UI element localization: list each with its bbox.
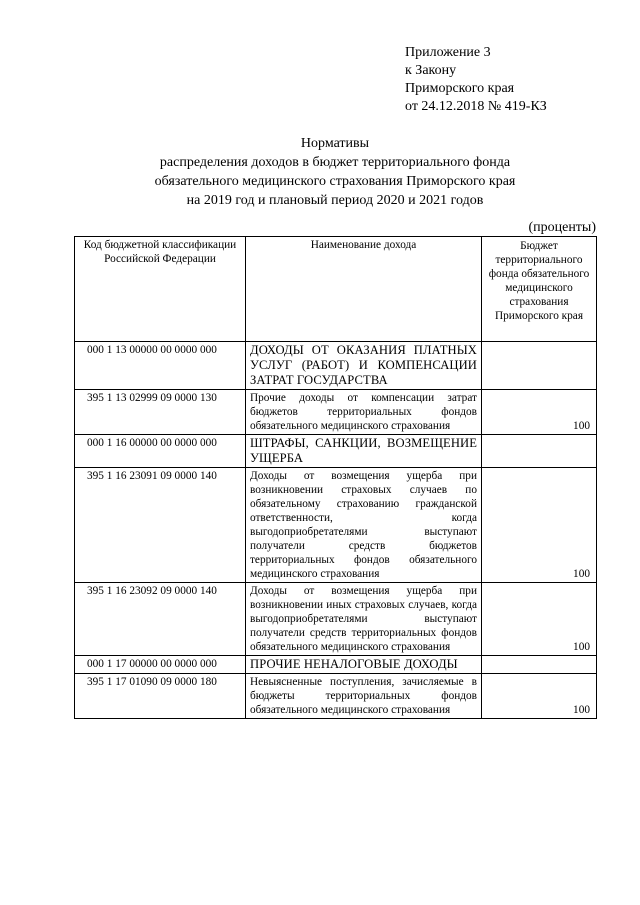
title-line: Нормативы [300,136,370,151]
row-code: 000 1 16 00000 00 0000 000 [75,435,246,468]
annex-line: к Закону [405,63,457,78]
row-name: Прочие доходы от компенсации затрат бюджетов территориальных фондов обязательного медицинского страхования [246,390,482,435]
row-value: 100 [482,583,597,656]
table-row [75,435,597,468]
row-name: Доходы от возмещения ущерба при возникновении иных страховых случаев, когда выгодоприобретателями выступают получатели средств территориальных фондов обязательного медицинского страхования [246,583,482,656]
title-line: на 2019 год и плановый период 2020 и 2021 годов [186,193,484,208]
table-row [75,390,597,435]
row-code: 395 1 13 02999 09 0000 130 [75,390,246,435]
row-code: 395 1 16 23091 09 0000 140 [75,468,246,583]
row-code: 000 1 17 00000 00 0000 000 [75,656,246,674]
row-code: 395 1 17 01090 09 0000 180 [75,674,246,719]
row-value [482,435,597,468]
row-value: 100 [482,468,597,583]
title-line: распределения доходов в бюджет территориального фонда [159,155,511,170]
header-budget: Бюджет территориального фонда обязательного медицинского страхования Приморского края [482,237,597,342]
annex-line: Приложение 3 [405,45,491,60]
table-row [75,342,597,390]
title-line: обязательного медицинского страхования Приморского края [154,174,516,189]
row-name: ДОХОДЫ ОТ ОКАЗАНИЯ ПЛАТНЫХ УСЛУГ (РАБОТ) И КОМПЕНСАЦИИ ЗАТРАТ ГОСУДАРСТВА [246,342,482,390]
row-value: 100 [482,674,597,719]
table-header-row [75,237,597,342]
row-code: 395 1 16 23092 09 0000 140 [75,583,246,656]
table-row [75,583,597,656]
table-row [75,468,597,583]
header-code: Код бюджетной классификации Российской Федерации [75,237,246,342]
norms-table [74,236,597,719]
row-name: Доходы от возмещения ущерба при возникновении страховых случаев по обязательному страхованию гражданской ответственности, когда выгодоприобретателями выступают получатели средств бюджетов территориальных фондов обязательного медицинского страхования [246,468,482,583]
annex-line: Приморского края [405,81,515,96]
row-value [482,342,597,390]
row-value: 100 [482,390,597,435]
table-row [75,656,597,674]
header-name: Наименование дохода [246,237,482,342]
row-name: ШТРАФЫ, САНКЦИИ, ВОЗМЕЩЕНИЕ УЩЕРБА [246,435,482,468]
row-code: 000 1 13 00000 00 0000 000 [75,342,246,390]
units-label: (проценты) [528,220,596,235]
annex-line: от 24.12.2018 № 419-КЗ [405,99,547,114]
row-name: Невыясненные поступления, зачисляемые в бюджеты территориальных фондов обязательного медицинского страхования [246,674,482,719]
row-name: ПРОЧИЕ НЕНАЛОГОВЫЕ ДОХОДЫ [246,656,482,674]
table-row [75,674,597,719]
row-value [482,656,597,674]
annex-block [405,44,547,116]
document-title [75,134,595,210]
